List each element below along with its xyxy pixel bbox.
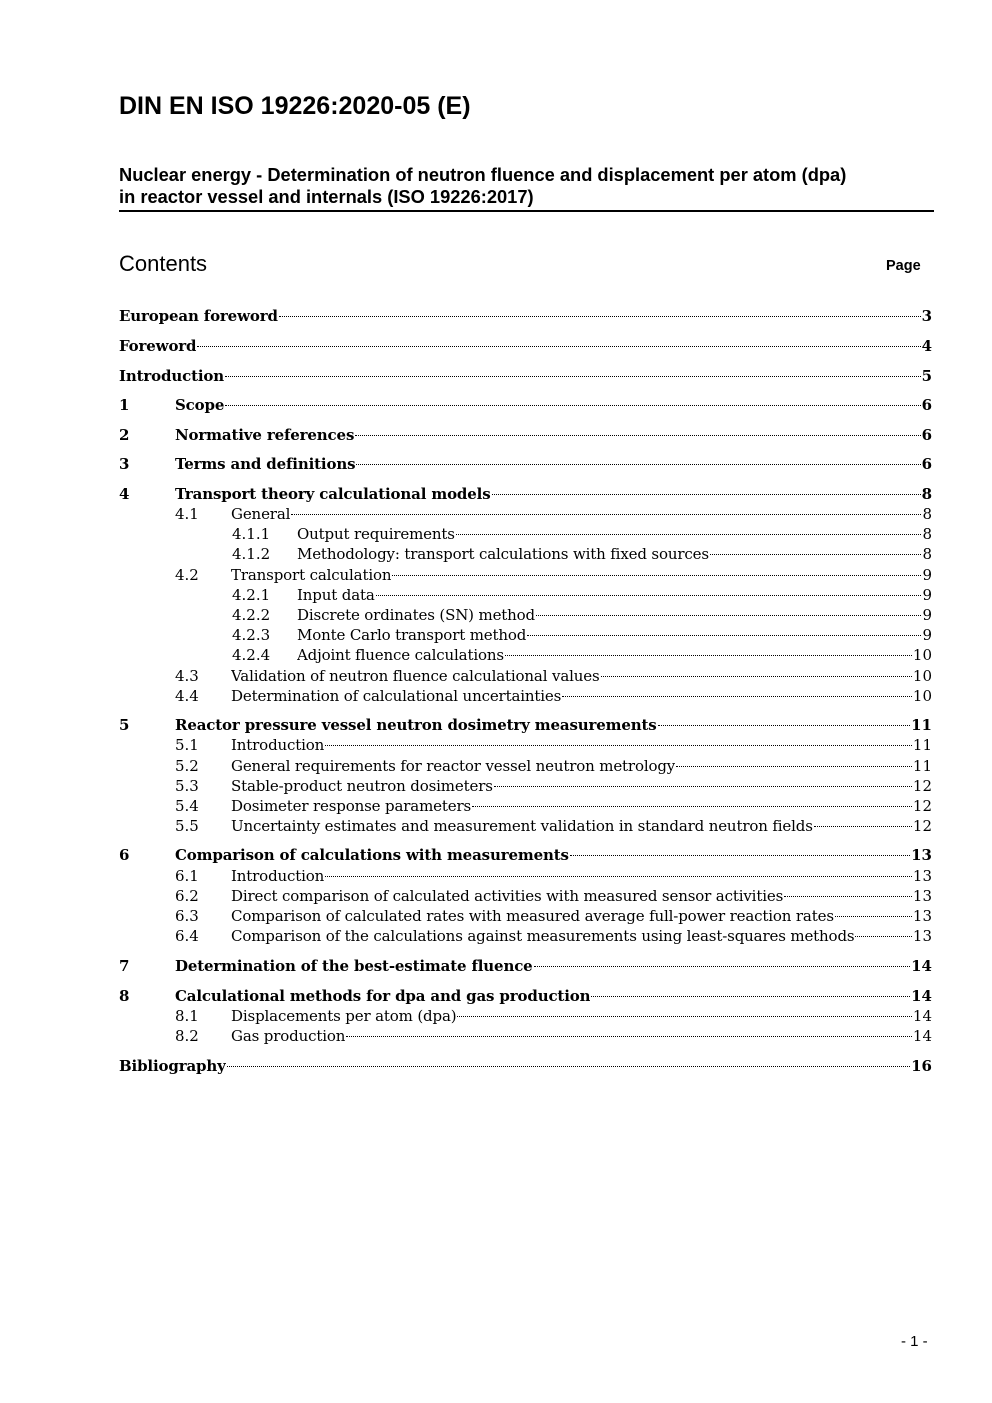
toc-entry[interactable] [119,454,932,474]
toc-entry-number: 4.3 [175,667,199,685]
toc-entry-page: 3 [921,307,932,325]
toc-dot-leader [355,435,920,436]
toc-entry[interactable] [119,926,932,946]
toc-dot-leader [562,696,912,697]
toc-entry-title: Bibliography [119,1057,226,1075]
toc-entry-page: 10 [912,667,932,685]
toc-entry-number: 4 [119,485,130,503]
toc-entry-title: General requirements for reactor vessel neutron metrology [231,757,676,775]
toc-entry-title: Comparison of calculated rates with measured average full-power reaction rates [231,907,834,925]
toc-entry-number: 5.5 [175,817,199,835]
toc-dot-leader [472,806,912,807]
toc-entry-page: 8 [921,485,932,503]
toc-entry[interactable] [119,715,932,735]
toc-entry-number: 6 [119,846,130,864]
toc-entry-title: Adjoint fluence calculations [297,646,504,664]
toc-entry-title: Monte Carlo transport method [297,626,527,644]
toc-dot-leader [225,376,921,377]
toc-entry-number: 8.1 [175,1007,199,1025]
toc-dot-leader [570,855,910,856]
toc-entry-title: Introduction [231,867,325,885]
toc-dot-leader [456,534,922,535]
toc-entry[interactable] [119,425,932,445]
toc-entry-page: 12 [912,797,932,815]
toc-entry-number: 2 [119,426,130,444]
toc-entry[interactable] [119,484,932,504]
toc-entry-title: Dosimeter response parameters [231,797,472,815]
toc-entry-number: 5.3 [175,777,199,795]
page-column-heading: Page [886,258,921,274]
toc-entry-page: 13 [912,887,932,905]
toc-entry[interactable] [119,306,932,326]
toc-entry-number: 4.2.4 [232,646,271,664]
toc-dot-leader [325,876,912,877]
toc-entry[interactable] [119,1056,932,1076]
toc-entry[interactable] [119,796,932,816]
toc-entry-title: Scope [175,396,225,414]
toc-dot-leader [814,826,912,827]
toc-entry-title: Direct comparison of calculated activities with measured sensor activities [231,887,784,905]
toc-entry[interactable] [119,956,932,976]
toc-entry[interactable] [119,686,932,706]
toc-dot-leader [225,405,920,406]
toc-entry-title: Validation of neutron fluence calculational values [231,667,600,685]
toc-dot-leader [591,996,910,997]
toc-entry-number: 4.4 [175,687,199,705]
toc-dot-leader [534,966,911,967]
toc-entry[interactable] [119,585,932,605]
toc-entry-number: 6.2 [175,887,199,905]
toc-dot-leader [376,595,922,596]
toc-dot-leader [279,316,921,317]
toc-dot-leader [658,725,911,726]
toc-entry-number: 3 [119,455,130,473]
toc-entry[interactable] [119,816,932,836]
toc-entry-page: 12 [912,777,932,795]
toc-dot-leader [536,615,921,616]
toc-entry-title: Methodology: transport calculations with fixed sources [297,545,709,563]
toc-entry-page: 6 [921,396,932,414]
toc-entry[interactable] [119,756,932,776]
toc-entry-title: Introduction [231,736,325,754]
toc-entry-title: Transport theory calculational models [175,485,491,503]
toc-dot-leader [197,346,920,347]
toc-dot-leader [835,916,912,917]
toc-entry-title: Terms and definitions [175,455,356,473]
toc-entry[interactable] [119,886,932,906]
toc-entry[interactable] [119,1026,932,1046]
toc-dot-leader [346,1036,912,1037]
toc-entry-page: 8 [922,545,932,563]
toc-entry-title: Input data [297,586,375,604]
toc-entry-number: 4.1.2 [232,545,271,563]
toc-dot-leader [710,554,922,555]
toc-entry-page: 10 [912,646,932,664]
toc-entry-page: 13 [911,846,932,864]
toc-entry[interactable] [119,845,932,865]
toc-entry[interactable] [119,735,932,755]
subtitle-line-1: Nuclear energy - Determination of neutron fluence and displacement per atom (dpa) [119,164,847,185]
toc-entry-title: Determination of the best-estimate fluence [175,957,533,975]
toc-entry-title: Displacements per atom (dpa) [231,1007,457,1025]
toc-dot-leader [676,766,912,767]
toc-entry-page: 11 [912,736,932,754]
toc-entry-title: Calculational methods for dpa and gas production [175,987,591,1005]
toc-dot-leader [601,676,912,677]
toc-entry-page: 9 [922,566,932,584]
toc-entry-title: Transport calculation [231,566,392,584]
toc-entry[interactable] [119,776,932,796]
toc-entry-title: Gas production [231,1027,346,1045]
toc-dot-leader [227,1066,910,1067]
toc-entry-page: 11 [912,757,932,775]
toc-entry[interactable] [119,544,932,564]
toc-entry-page: 8 [922,525,932,543]
document-title: DIN EN ISO 19226:2020-05 (E) [119,92,471,120]
toc-dot-leader [356,464,920,465]
toc-dot-leader [457,1016,911,1017]
toc-entry-title: Foreword [119,337,197,355]
toc-entry[interactable] [119,906,932,926]
toc-entry-page: 12 [912,817,932,835]
toc-entry-title: Discrete ordinates (SN) method [297,606,536,624]
toc-entry-title: Comparison of calculations with measurements [175,846,569,864]
toc-entry-page: 14 [911,987,932,1005]
toc-entry[interactable] [119,565,932,585]
toc-entry-number: 6.3 [175,907,199,925]
toc-entry-page: 16 [911,1057,932,1075]
subtitle-line-2: in reactor vessel and internals (ISO 19226:2017) [119,186,534,207]
toc-entry-number: 5.2 [175,757,199,775]
toc-entry[interactable] [119,605,932,625]
toc-dot-leader [392,575,921,576]
toc-entry-page: 9 [922,626,932,644]
toc-entry[interactable] [119,524,932,544]
toc-entry-number: 4.2 [175,566,199,584]
toc-entry-page: 14 [912,1027,932,1045]
toc-entry-page: 9 [922,586,932,604]
toc-entry[interactable] [119,666,932,686]
toc-entry-page: 6 [921,426,932,444]
toc-entry-title: Comparison of the calculations against measurements using least-squares methods [231,927,855,945]
toc-entry-page: 13 [912,927,932,945]
toc-entry-page: 11 [911,716,932,734]
toc-entry-number: 8.2 [175,1027,199,1045]
toc-entry[interactable] [119,986,932,1006]
toc-entry-page: 13 [912,907,932,925]
toc-entry-title: Reactor pressure vessel neutron dosimetry measurements [175,716,657,734]
toc-entry-number: 8 [119,987,130,1005]
toc-dot-leader [291,514,921,515]
toc-entry-title: Normative references [175,426,355,444]
toc-entry-number: 4.1.1 [232,525,271,543]
toc-entry-title: Output requirements [297,525,455,543]
toc-entry[interactable] [119,866,932,886]
toc-dot-leader [527,635,921,636]
toc-entry-number: 4.2.1 [232,586,271,604]
toc-entry-title: Uncertainty estimates and measurement validation in standard neutron fields [231,817,813,835]
toc-entry-page: 14 [912,1007,932,1025]
toc-entry-number: 4.2.2 [232,606,271,624]
toc-entry[interactable] [119,395,932,415]
toc-entry-title: General [231,505,291,523]
contents-heading: Contents [119,251,208,276]
toc-entry-title: Stable-product neutron dosimeters [231,777,493,795]
toc-entry-number: 5.4 [175,797,199,815]
toc-entry-page: 14 [911,957,932,975]
toc-entry-title: Determination of calculational uncertainties [231,687,562,705]
toc-entry[interactable] [119,1006,932,1026]
toc-dot-leader [855,936,911,937]
toc-entry-number: 4.1 [175,505,199,523]
toc-dot-leader [784,896,912,897]
toc-entry-number: 6.4 [175,927,199,945]
toc-entry-number: 1 [119,396,130,414]
page-number: - 1 - [901,1333,928,1350]
toc-entry[interactable] [119,625,932,645]
toc-entry-title: European foreword [119,307,278,325]
toc-entry[interactable] [119,336,932,356]
toc-entry-number: 4.2.3 [232,626,271,644]
toc-entry-page: 8 [922,505,932,523]
toc-entry[interactable] [119,504,932,524]
toc-dot-leader [494,786,912,787]
toc-entry-page: 10 [912,687,932,705]
toc-entry-number: 5 [119,716,130,734]
toc-entry-number: 7 [119,957,130,975]
toc-entry-number: 5.1 [175,736,199,754]
toc-entry-page: 13 [912,867,932,885]
toc-entry-page: 6 [921,455,932,473]
toc-entry-page: 9 [922,606,932,624]
title-rule [119,210,934,212]
toc-entry[interactable] [119,645,932,665]
toc-entry-number: 6.1 [175,867,199,885]
document-subtitle [119,164,934,208]
toc-dot-leader [492,494,921,495]
toc-entry-page: 5 [921,367,932,385]
toc-dot-leader [325,745,912,746]
toc-entry-page: 4 [921,337,932,355]
toc-dot-leader [505,655,912,656]
toc-entry-title: Introduction [119,367,225,385]
toc-entry[interactable] [119,366,932,386]
